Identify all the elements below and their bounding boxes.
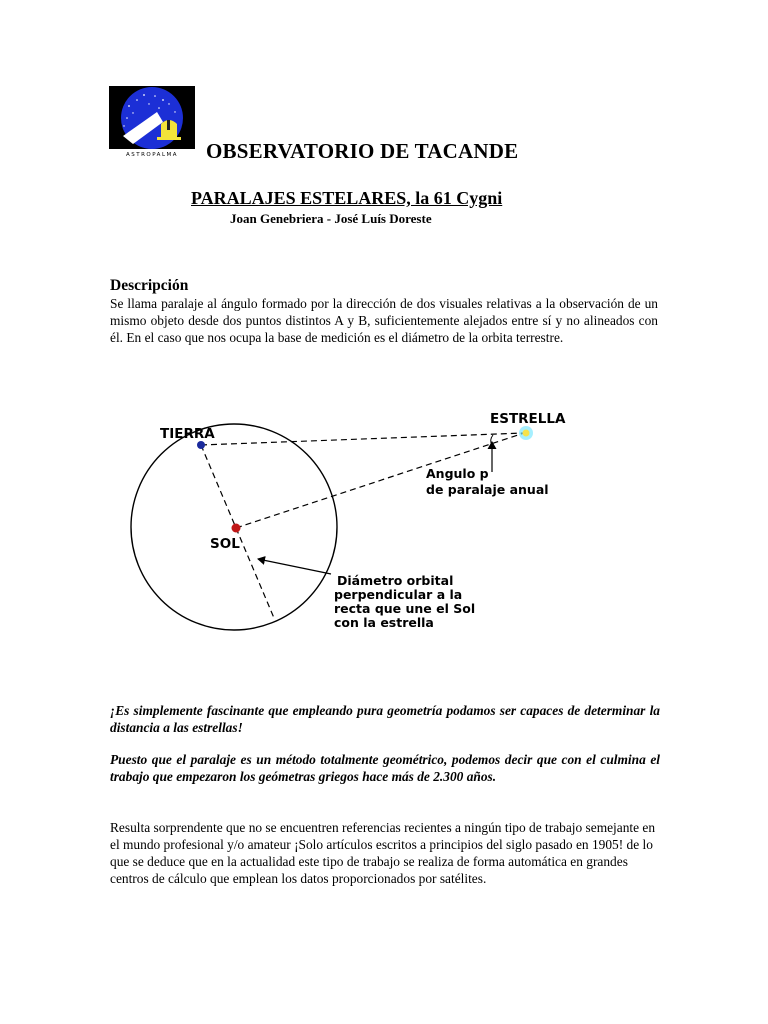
quote-paragraph-1: ¡Es simplemente fascinante que empleando pura geometría podamos ser capaces de determinar la distancia a las estrellas! xyxy=(110,703,660,735)
diameter-label-line4: con la estrella xyxy=(334,615,434,630)
closing-paragraph: Resulta sorprendente que no se encuentren referencias recientes a ningún tipo de trabajo semejante en el mundo profesional y/o amateur ¡Solo artículos escritos a principios del siglo pasado en 1905! de lo que se deduce que en la actualidad este tipo de trabajo se realiza de forma automática en grandes centros de cálculo que emplean los datos proporcionados por satélites. xyxy=(110,820,656,886)
authors: Joan Genebriera - José Luís Doreste xyxy=(230,211,432,226)
star-point xyxy=(523,430,530,437)
earth-label: TIERRA xyxy=(160,426,215,442)
parallax-diagram xyxy=(108,398,610,632)
document-title: PARALAJES ESTELARES, la 61 Cygni xyxy=(191,188,503,208)
logo-caption: ASTROPALMA xyxy=(125,152,179,158)
angle-label-line1: Angulo p xyxy=(426,466,489,481)
sun-point xyxy=(232,524,241,533)
diameter-label-line3: recta que une el Sol xyxy=(334,601,476,616)
section-heading: Descripción xyxy=(110,277,189,294)
diameter-arrow xyxy=(258,559,331,574)
angle-label-line2: de paralaje anual xyxy=(426,482,549,497)
astropalma-logo xyxy=(109,86,195,158)
description-paragraph: Se llama paralaje al ángulo formado por la dirección de dos visuales relativas a la observación de un mismo objeto desde dos puntos distintos A y B, suficientemente alejados entre sí y no alineados con él. En el caso que nos ocupa la base de medición es el diámetro de la orbita terrestre. xyxy=(110,296,658,345)
earth-point xyxy=(197,441,205,449)
organization-title: OBSERVATORIO DE TACANDE xyxy=(206,139,519,163)
diameter-label-line2: perpendicular a la xyxy=(334,587,463,602)
diameter-label-line1: Diámetro orbital xyxy=(337,573,454,588)
star-label: ESTRELLA xyxy=(490,411,566,427)
quote-paragraph-2: Puesto que el paralaje es un método totalmente geométrico, podemos decir que con el culmina el trabajo que empezaron los geómetras griegos hace más de 2.300 años. xyxy=(110,752,660,784)
sun-label: SOL xyxy=(210,536,240,552)
earth-star-line xyxy=(201,433,524,445)
